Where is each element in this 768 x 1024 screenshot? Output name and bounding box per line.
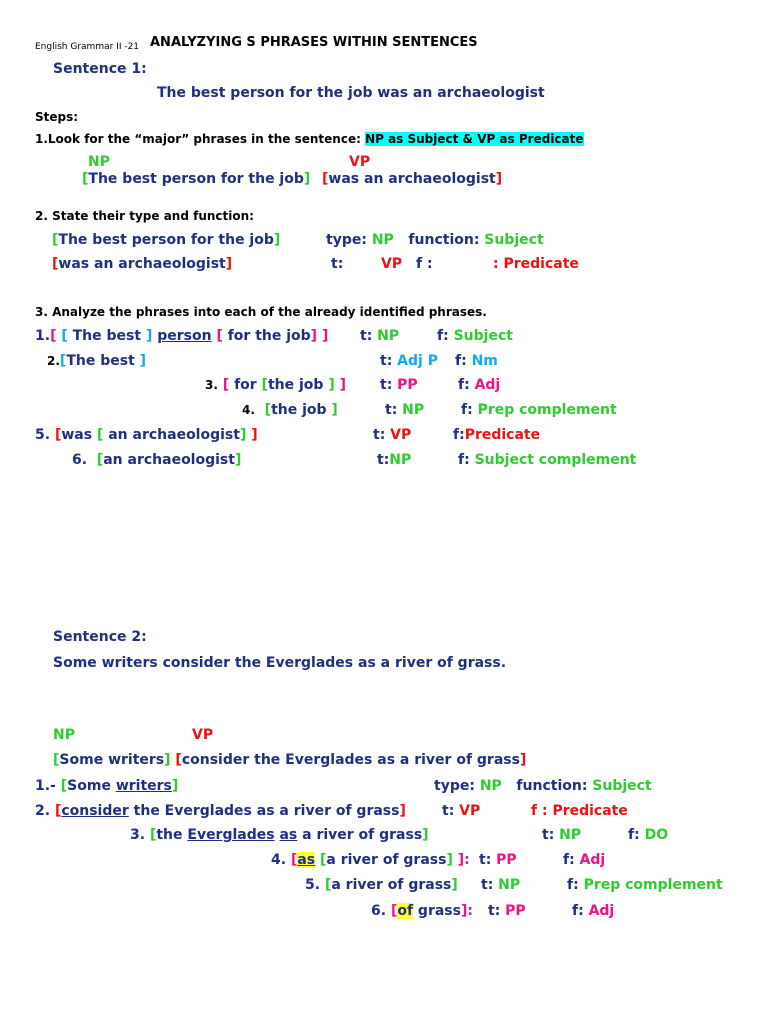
step1-highlight: NP as Subject & VP as Predicate bbox=[365, 132, 584, 146]
analysis-b1-phrase: 1.- [Some writers] bbox=[35, 778, 179, 794]
analysis-b1-info: type: NP function: Subject bbox=[434, 778, 652, 794]
analysis-b4-phrase: 4. [as [a river of grass] ]: bbox=[271, 852, 470, 868]
analysis-b5-phrase: 5. [a river of grass] bbox=[305, 877, 458, 893]
vp-t-label: t: bbox=[331, 256, 344, 272]
sentence1-heading: Sentence 1: bbox=[53, 61, 147, 77]
analysis-b5-type: t: NP bbox=[481, 877, 521, 893]
analysis-2-phrase: 2.[The best ] bbox=[47, 353, 147, 369]
vp-f-label: f : bbox=[416, 256, 433, 272]
vp-label-2: VP bbox=[192, 727, 214, 743]
steps-label: Steps: bbox=[35, 110, 79, 124]
analysis-b2-phrase: 2. [consider the Everglades as a river of grass] bbox=[35, 803, 406, 819]
analysis-5-type: t: VP bbox=[373, 427, 412, 443]
sentence2-text: Some writers consider the Everglades as a river of grass. bbox=[53, 655, 507, 671]
vp-label: VP bbox=[349, 154, 371, 170]
step1: 1.Look for the “major” phrases in the sentence: NP as Subject & VP as Predicate bbox=[35, 132, 584, 146]
np-phrase: [The best person for the job] bbox=[82, 171, 311, 187]
sentence1-text: The best person for the job was an archaeologist bbox=[157, 85, 545, 101]
analysis-b6-phrase: 6. [of grass]: bbox=[371, 903, 473, 919]
analysis-5-phrase: 5. [was [ an archaeologist] ] bbox=[35, 427, 258, 443]
np-label-2: NP bbox=[53, 727, 75, 743]
analysis-3-phrase: 3. [ for [the job ] ] bbox=[205, 377, 347, 393]
analysis-b6-type: t: PP bbox=[488, 903, 526, 919]
analysis-4-type: t: NP bbox=[385, 402, 425, 418]
analysis-b4-function: f: Adj bbox=[563, 852, 606, 868]
analysis-6-type: t:NP bbox=[377, 452, 412, 468]
np-type-line: [The best person for the job] bbox=[52, 232, 281, 248]
analysis-b3-type: t: NP bbox=[542, 827, 582, 843]
vp-type: VP bbox=[381, 256, 403, 272]
analysis-b5-function: f: Prep complement bbox=[567, 877, 723, 893]
analysis-b3-function: f: DO bbox=[628, 827, 669, 843]
vp-type-line: [was an archaeologist] bbox=[52, 256, 233, 272]
analysis-4-function: f: Prep complement bbox=[461, 402, 617, 418]
analysis-b4-type: t: PP bbox=[479, 852, 517, 868]
analysis-2-function: f: Nm bbox=[455, 353, 498, 369]
analysis-b6-function: f: Adj bbox=[572, 903, 615, 919]
analysis-6-phrase: 6. [an archaeologist] bbox=[72, 452, 242, 468]
analysis-b2-function: f : Predicate bbox=[531, 803, 628, 819]
step3: 3. Analyze the phrases into each of the already identified phrases. bbox=[35, 305, 487, 319]
vp-function: : Predicate bbox=[493, 256, 579, 272]
analysis-b3-phrase: 3. [the Everglades as a river of grass] bbox=[130, 827, 429, 843]
sentence2-heading: Sentence 2: bbox=[53, 629, 147, 645]
course-label: English Grammar II -21 bbox=[35, 42, 140, 52]
analysis-1-phrase: 1.[ [ The best ] person [ for the job] ] bbox=[35, 328, 329, 344]
analysis-3-type: t: PP bbox=[380, 377, 418, 393]
step2: 2. State their type and function: bbox=[35, 209, 254, 223]
np-type-info: type: NP function: Subject bbox=[326, 232, 544, 248]
analysis-1-function: f: Subject bbox=[437, 328, 513, 344]
analysis-6-function: f: Subject complement bbox=[458, 452, 637, 468]
np-label: NP bbox=[88, 154, 110, 170]
analysis-b2-type: t: VP bbox=[442, 803, 481, 819]
analysis-4-phrase: 4. [the job ] bbox=[242, 402, 338, 418]
page-title: ANALYZYING S PHRASES WITHIN SENTENCES bbox=[150, 35, 478, 50]
vp-phrase: [was an archaeologist] bbox=[322, 171, 503, 187]
analysis-2-type: t: Adj P bbox=[380, 353, 438, 369]
analysis-1-type: t: NP bbox=[360, 328, 400, 344]
phrases-line-2: [Some writers] [consider the Everglades as a river of grass] bbox=[53, 752, 527, 768]
analysis-3-function: f: Adj bbox=[458, 377, 501, 393]
analysis-5-function: f:Predicate bbox=[453, 427, 541, 443]
